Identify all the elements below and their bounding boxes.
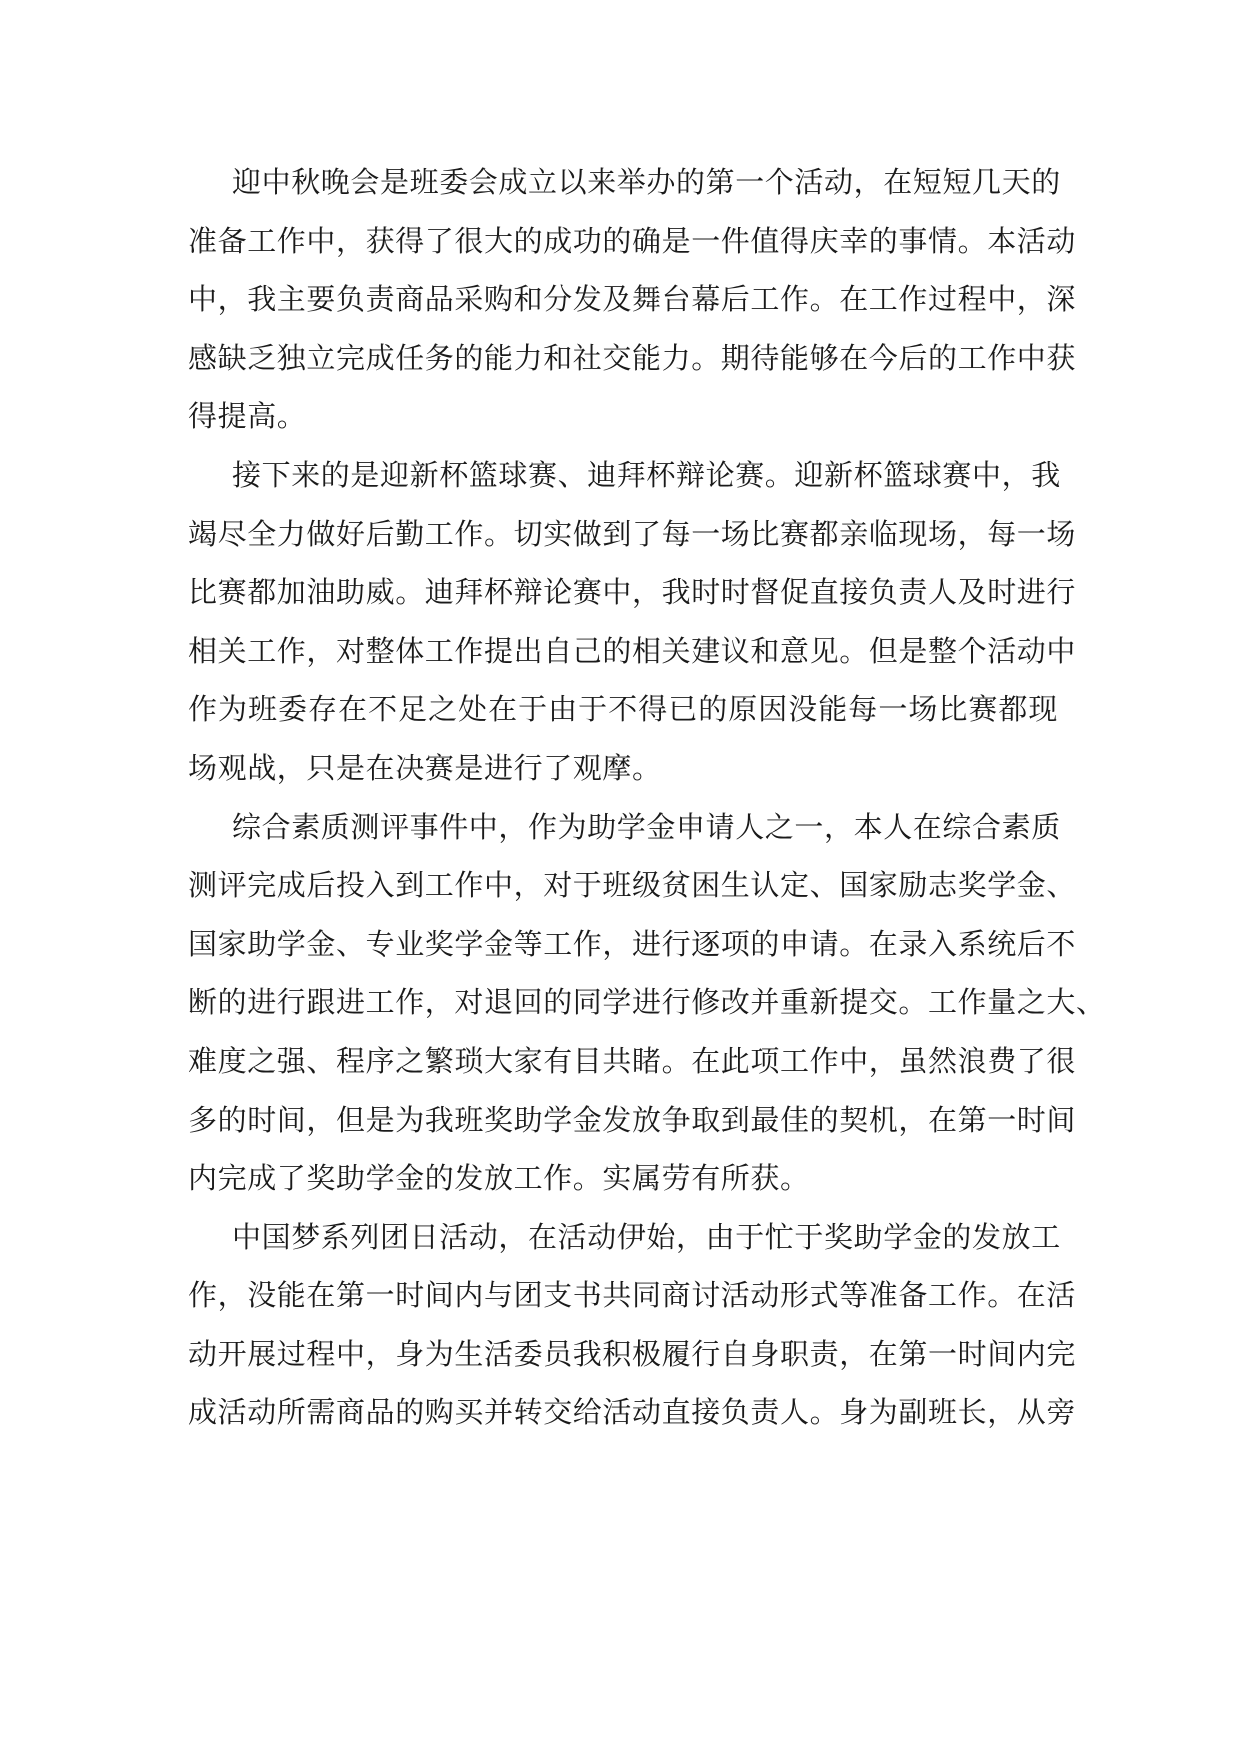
paragraph-line: 内完成了奖助学金的发放工作。实属劳有所获。 — [188, 1161, 810, 1196]
paragraph-line: 断的进行跟进工作，对退回的同学进行修改并重新提交。工作量之大、 — [188, 985, 1106, 1020]
paragraph-line: 测评完成后投入到工作中，对于班级贫困生认定、国家励志奖学金、 — [188, 868, 1077, 903]
paragraph-line: 动开展过程中，身为生活委员我积极履行自身职责，在第一时间内完 — [188, 1336, 1077, 1371]
paragraph-1 — [188, 153, 1077, 446]
paragraph-line: 国家助学金、专业奖学金等工作，进行逐项的申请。在录入系统后不 — [188, 926, 1077, 961]
paragraph-line: 中国梦系列团日活动，在活动伊始，由于忙于奖助学金的发放工 — [232, 1219, 1061, 1254]
paragraph-line: 接下来的是迎新杯篮球赛、迪拜杯辩论赛。迎新杯篮球赛中，我 — [232, 457, 1061, 492]
paragraph-line: 作，没能在第一时间内与团支书共同商讨活动形式等准备工作。在活 — [188, 1278, 1077, 1313]
paragraph-line: 迎中秋晚会是班委会成立以来举办的第一个活动，在短短几天的 — [232, 165, 1061, 199]
paragraph-line: 成活动所需商品的购买并转交给活动直接负责人。身为副班长，从旁 — [188, 1395, 1077, 1430]
document-body — [188, 153, 1106, 1442]
paragraph-line: 准备工作中，获得了很大的成功的确是一件值得庆幸的事情。本活动 — [188, 223, 1077, 258]
paragraph-2 — [188, 446, 1077, 798]
paragraph-line: 难度之强、程序之繁琐大家有目共睹。在此项工作中，虽然浪费了很 — [188, 1043, 1077, 1078]
paragraph-line: 中，我主要负责商品采购和分发及舞台幕后工作。在工作过程中，深 — [188, 282, 1077, 317]
paragraph-line: 多的时间，但是为我班奖助学金发放争取到最佳的契机，在第一时间 — [188, 1102, 1077, 1137]
paragraph-line: 感缺乏独立完成任务的能力和社交能力。期待能够在今后的工作中获 — [188, 340, 1077, 375]
paragraph-line: 相关工作，对整体工作提出自己的相关建议和意见。但是整个活动中 — [188, 633, 1077, 668]
paragraph-line: 比赛都加油助威。迪拜杯辩论赛中，我时时督促直接负责人及时进行 — [188, 575, 1077, 610]
paragraph-line: 竭尽全力做好后勤工作。切实做到了每一场比赛都亲临现场，每一场 — [188, 516, 1077, 551]
paragraph-line: 场观战，只是在决赛是进行了观摩。 — [188, 750, 662, 785]
paragraph-line: 得提高。 — [188, 399, 307, 434]
paragraph-line: 综合素质测评事件中，作为助学金申请人之一，本人在综合素质 — [232, 809, 1061, 844]
paragraph-3 — [188, 798, 1106, 1208]
paragraph-4 — [188, 1208, 1077, 1442]
paragraph-line: 作为班委存在不足之处在于由于不得已的原因没能每一场比赛都现 — [188, 692, 1058, 727]
